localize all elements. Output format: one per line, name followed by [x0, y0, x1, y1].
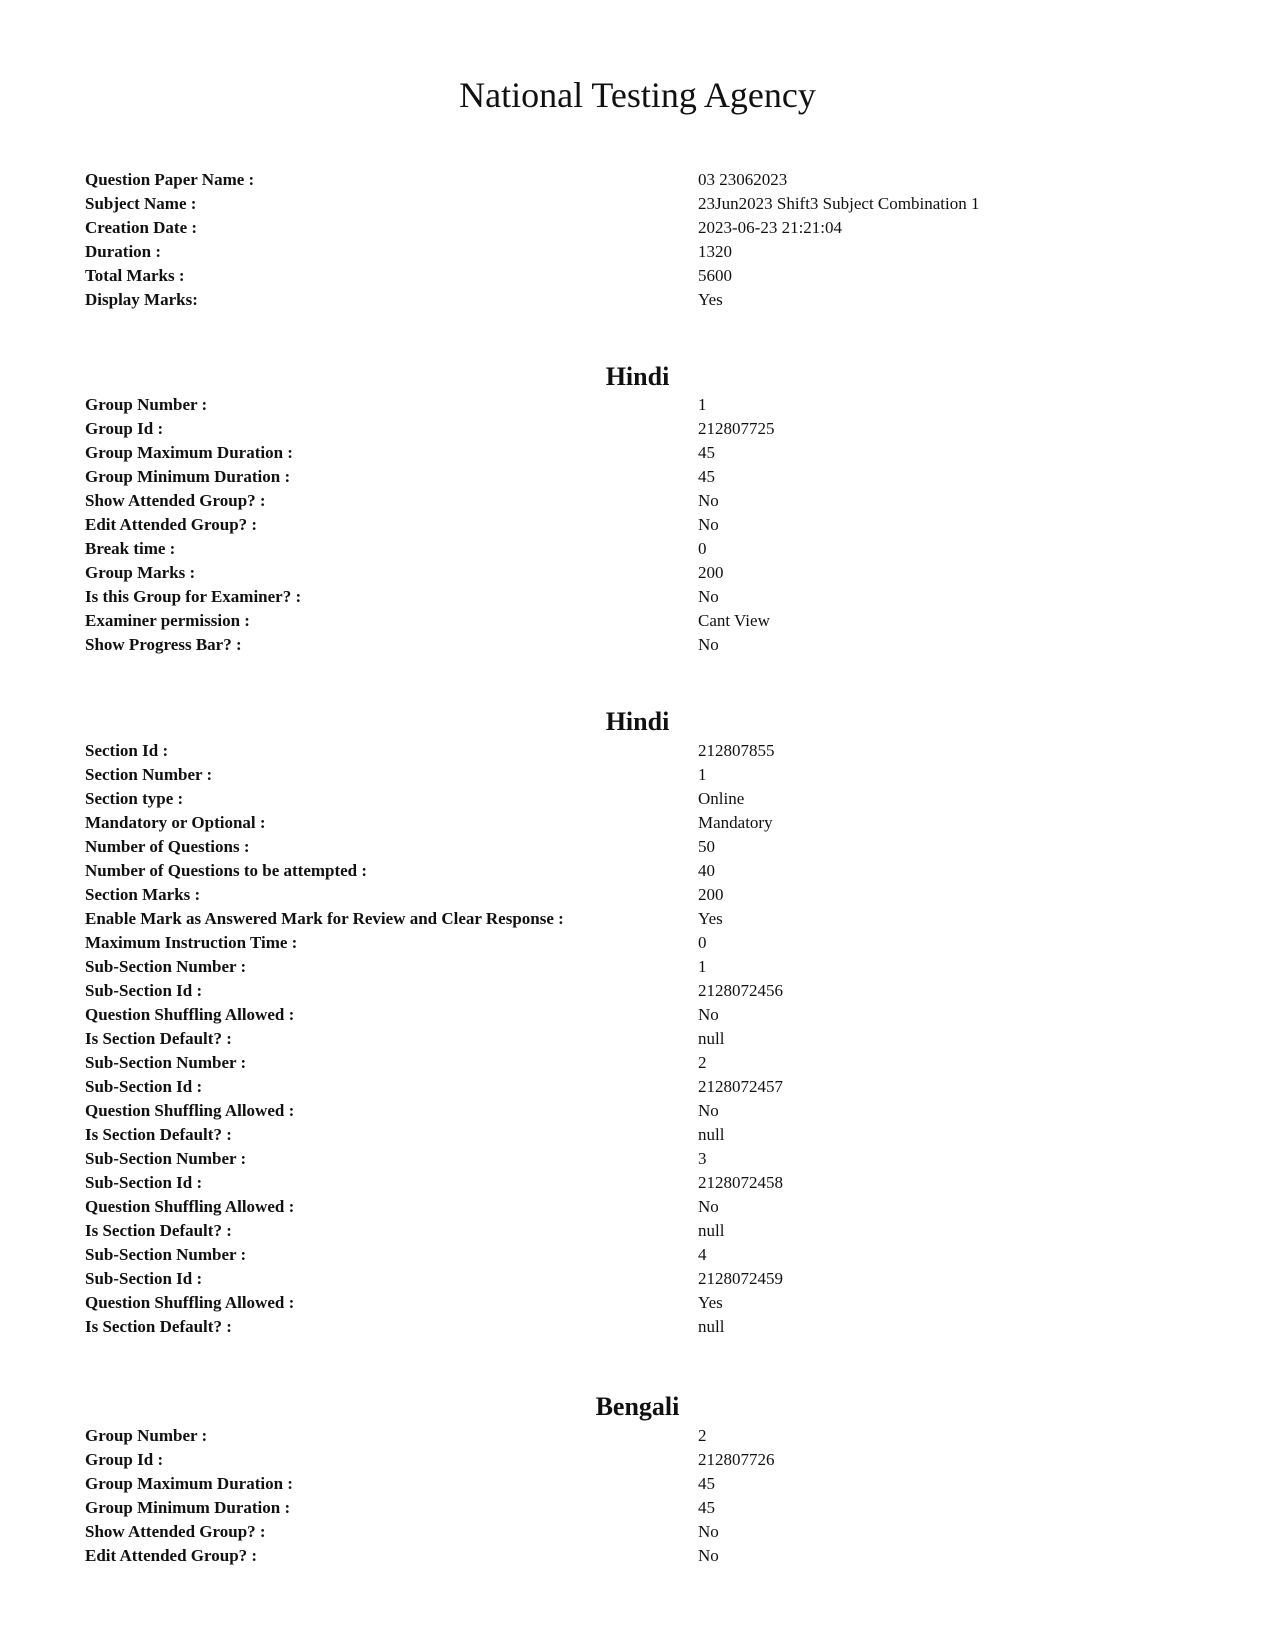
info-row	[85, 955, 1195, 979]
info-row	[85, 1075, 1195, 1099]
section-info-table-hindi	[85, 739, 1195, 1339]
info-row	[85, 1171, 1195, 1195]
info-row	[85, 1195, 1195, 1219]
field-value: 1	[698, 957, 707, 976]
field-label: Is Section Default? :	[85, 1029, 232, 1048]
field-value: 03 23062023	[698, 170, 788, 189]
info-row	[85, 859, 1195, 883]
info-row	[85, 609, 1195, 633]
info-row	[85, 192, 1195, 216]
field-value: 212807725	[698, 419, 775, 438]
field-label: Sub-Section Number :	[85, 1053, 247, 1072]
field-value: No	[698, 635, 719, 654]
field-value: Yes	[698, 909, 723, 928]
field-label: Question Shuffling Allowed :	[85, 1293, 295, 1312]
field-value: Cant View	[698, 611, 770, 630]
field-label: Section type :	[85, 789, 184, 808]
info-row	[85, 1496, 1195, 1520]
field-label: Maximum Instruction Time :	[85, 933, 298, 952]
field-label: Edit Attended Group? :	[85, 515, 258, 534]
info-row	[85, 1099, 1195, 1123]
field-label: Sub-Section Id :	[85, 981, 203, 1000]
info-row	[85, 1424, 1195, 1448]
field-value: null	[698, 1125, 725, 1144]
field-value: No	[698, 1005, 719, 1024]
field-label: Section Marks :	[85, 885, 201, 904]
info-row	[85, 288, 1195, 312]
field-value: null	[698, 1029, 725, 1048]
field-value: Yes	[698, 1293, 723, 1312]
field-label: Is Section Default? :	[85, 1221, 232, 1240]
field-value: 1	[698, 765, 707, 784]
info-row	[85, 441, 1195, 465]
info-row	[85, 931, 1195, 955]
field-value: 45	[698, 443, 715, 462]
field-value: Mandatory	[698, 813, 773, 832]
info-row	[85, 561, 1195, 585]
field-label: Subject Name :	[85, 194, 197, 213]
info-row	[85, 1219, 1195, 1243]
field-value: 4	[698, 1245, 707, 1264]
field-label: Section Number :	[85, 765, 213, 784]
field-label: Section Id :	[85, 741, 169, 760]
field-value: No	[698, 515, 719, 534]
info-row	[85, 513, 1195, 537]
field-label: Group Maximum Duration :	[85, 1474, 293, 1493]
info-row	[85, 537, 1195, 561]
info-row	[85, 1267, 1195, 1291]
field-label: Creation Date :	[85, 218, 198, 237]
info-row	[85, 1315, 1195, 1339]
field-value: 2128072457	[698, 1077, 783, 1096]
info-row	[85, 240, 1195, 264]
field-label: Question Paper Name :	[85, 170, 255, 189]
field-label: Number of Questions :	[85, 837, 250, 856]
field-value: 5600	[698, 266, 732, 285]
field-value: 3	[698, 1149, 707, 1168]
field-value: No	[698, 1101, 719, 1120]
field-label: Question Shuffling Allowed :	[85, 1101, 295, 1120]
field-value: No	[698, 587, 719, 606]
field-label: Is Section Default? :	[85, 1125, 232, 1144]
field-label: Question Shuffling Allowed :	[85, 1197, 295, 1216]
field-label: Sub-Section Number :	[85, 1149, 247, 1168]
info-row	[85, 633, 1195, 657]
field-value: 40	[698, 861, 715, 880]
field-value: 212807855	[698, 741, 775, 760]
field-label: Examiner permission :	[85, 611, 250, 630]
info-row	[85, 1291, 1195, 1315]
info-row	[85, 739, 1195, 763]
field-label: Group Id :	[85, 1450, 164, 1469]
field-label: Enable Mark as Answered Mark for Review and Clear Response :	[85, 909, 564, 928]
info-row	[85, 1147, 1195, 1171]
info-row	[85, 489, 1195, 513]
field-label: Duration :	[85, 242, 162, 261]
field-value: 2023-06-23 21:21:04	[698, 218, 843, 237]
field-label: Total Marks :	[85, 266, 185, 285]
field-label: Sub-Section Id :	[85, 1269, 203, 1288]
field-value: 200	[698, 563, 724, 582]
info-row	[85, 1003, 1195, 1027]
field-value: No	[698, 491, 719, 510]
field-label: Group Minimum Duration :	[85, 467, 291, 486]
field-value: 45	[698, 1474, 715, 1493]
info-row	[85, 763, 1195, 787]
info-row	[85, 1544, 1195, 1568]
field-label: Group Id :	[85, 419, 164, 438]
field-value: No	[698, 1522, 719, 1541]
info-row	[85, 1448, 1195, 1472]
group-heading-bengali: Bengali	[595, 1392, 680, 1421]
field-value: 212807726	[698, 1450, 775, 1469]
group-heading-hindi: Hindi	[605, 362, 670, 391]
field-value: 0	[698, 933, 707, 952]
field-value: 2128072459	[698, 1269, 783, 1288]
info-row	[85, 907, 1195, 931]
field-value: null	[698, 1221, 725, 1240]
info-row	[85, 1243, 1195, 1267]
field-label: Group Minimum Duration :	[85, 1498, 291, 1517]
field-value: No	[698, 1197, 719, 1216]
field-value: Yes	[698, 290, 723, 309]
field-value: 2	[698, 1053, 707, 1072]
field-label: Sub-Section Number :	[85, 957, 247, 976]
info-row	[85, 585, 1195, 609]
field-value: 1	[698, 395, 707, 414]
field-value: 2128072458	[698, 1173, 783, 1192]
info-row	[85, 979, 1195, 1003]
info-row	[85, 835, 1195, 859]
field-label: Edit Attended Group? :	[85, 1546, 258, 1565]
info-row	[85, 465, 1195, 489]
field-label: Sub-Section Id :	[85, 1173, 203, 1192]
info-row	[85, 393, 1195, 417]
field-label: Group Number :	[85, 1426, 208, 1445]
document-title: National Testing Agency	[459, 75, 816, 115]
field-value: 45	[698, 467, 715, 486]
field-label: Is this Group for Examiner? :	[85, 587, 302, 606]
field-label: Sub-Section Number :	[85, 1245, 247, 1264]
info-row	[85, 1051, 1195, 1075]
field-label: Display Marks:	[85, 290, 198, 309]
field-label: Break time :	[85, 539, 176, 558]
group-info-table-hindi	[85, 393, 1195, 657]
info-row	[85, 883, 1195, 907]
field-label: Group Marks :	[85, 563, 196, 582]
info-row	[85, 417, 1195, 441]
info-row	[85, 216, 1195, 240]
field-value: 200	[698, 885, 724, 904]
info-row	[85, 168, 1195, 192]
field-label: Group Number :	[85, 395, 208, 414]
section-heading-hindi: Hindi	[605, 707, 670, 736]
info-row	[85, 1123, 1195, 1147]
info-row	[85, 787, 1195, 811]
field-value: 50	[698, 837, 715, 856]
info-row	[85, 1027, 1195, 1051]
field-label: Show Progress Bar? :	[85, 635, 242, 654]
field-value: No	[698, 1546, 719, 1565]
field-label: Mandatory or Optional :	[85, 813, 266, 832]
info-row	[85, 811, 1195, 835]
field-value: 2	[698, 1426, 707, 1445]
field-value: null	[698, 1317, 725, 1336]
field-value: 23Jun2023 Shift3 Subject Combination 1	[698, 194, 980, 213]
field-label: Show Attended Group? :	[85, 1522, 266, 1541]
info-row	[85, 1472, 1195, 1496]
paper-info-table	[85, 168, 1195, 312]
field-value: Online	[698, 789, 745, 808]
field-label: Number of Questions to be attempted :	[85, 861, 368, 880]
field-label: Sub-Section Id :	[85, 1077, 203, 1096]
field-value: 1320	[698, 242, 732, 261]
field-value: 0	[698, 539, 707, 558]
field-label: Question Shuffling Allowed :	[85, 1005, 295, 1024]
field-label: Show Attended Group? :	[85, 491, 266, 510]
info-row	[85, 264, 1195, 288]
field-label: Is Section Default? :	[85, 1317, 232, 1336]
field-label: Group Maximum Duration :	[85, 443, 293, 462]
info-row	[85, 1520, 1195, 1544]
field-value: 2128072456	[698, 981, 783, 1000]
group-info-table-bengali	[85, 1424, 1195, 1568]
field-value: 45	[698, 1498, 715, 1517]
